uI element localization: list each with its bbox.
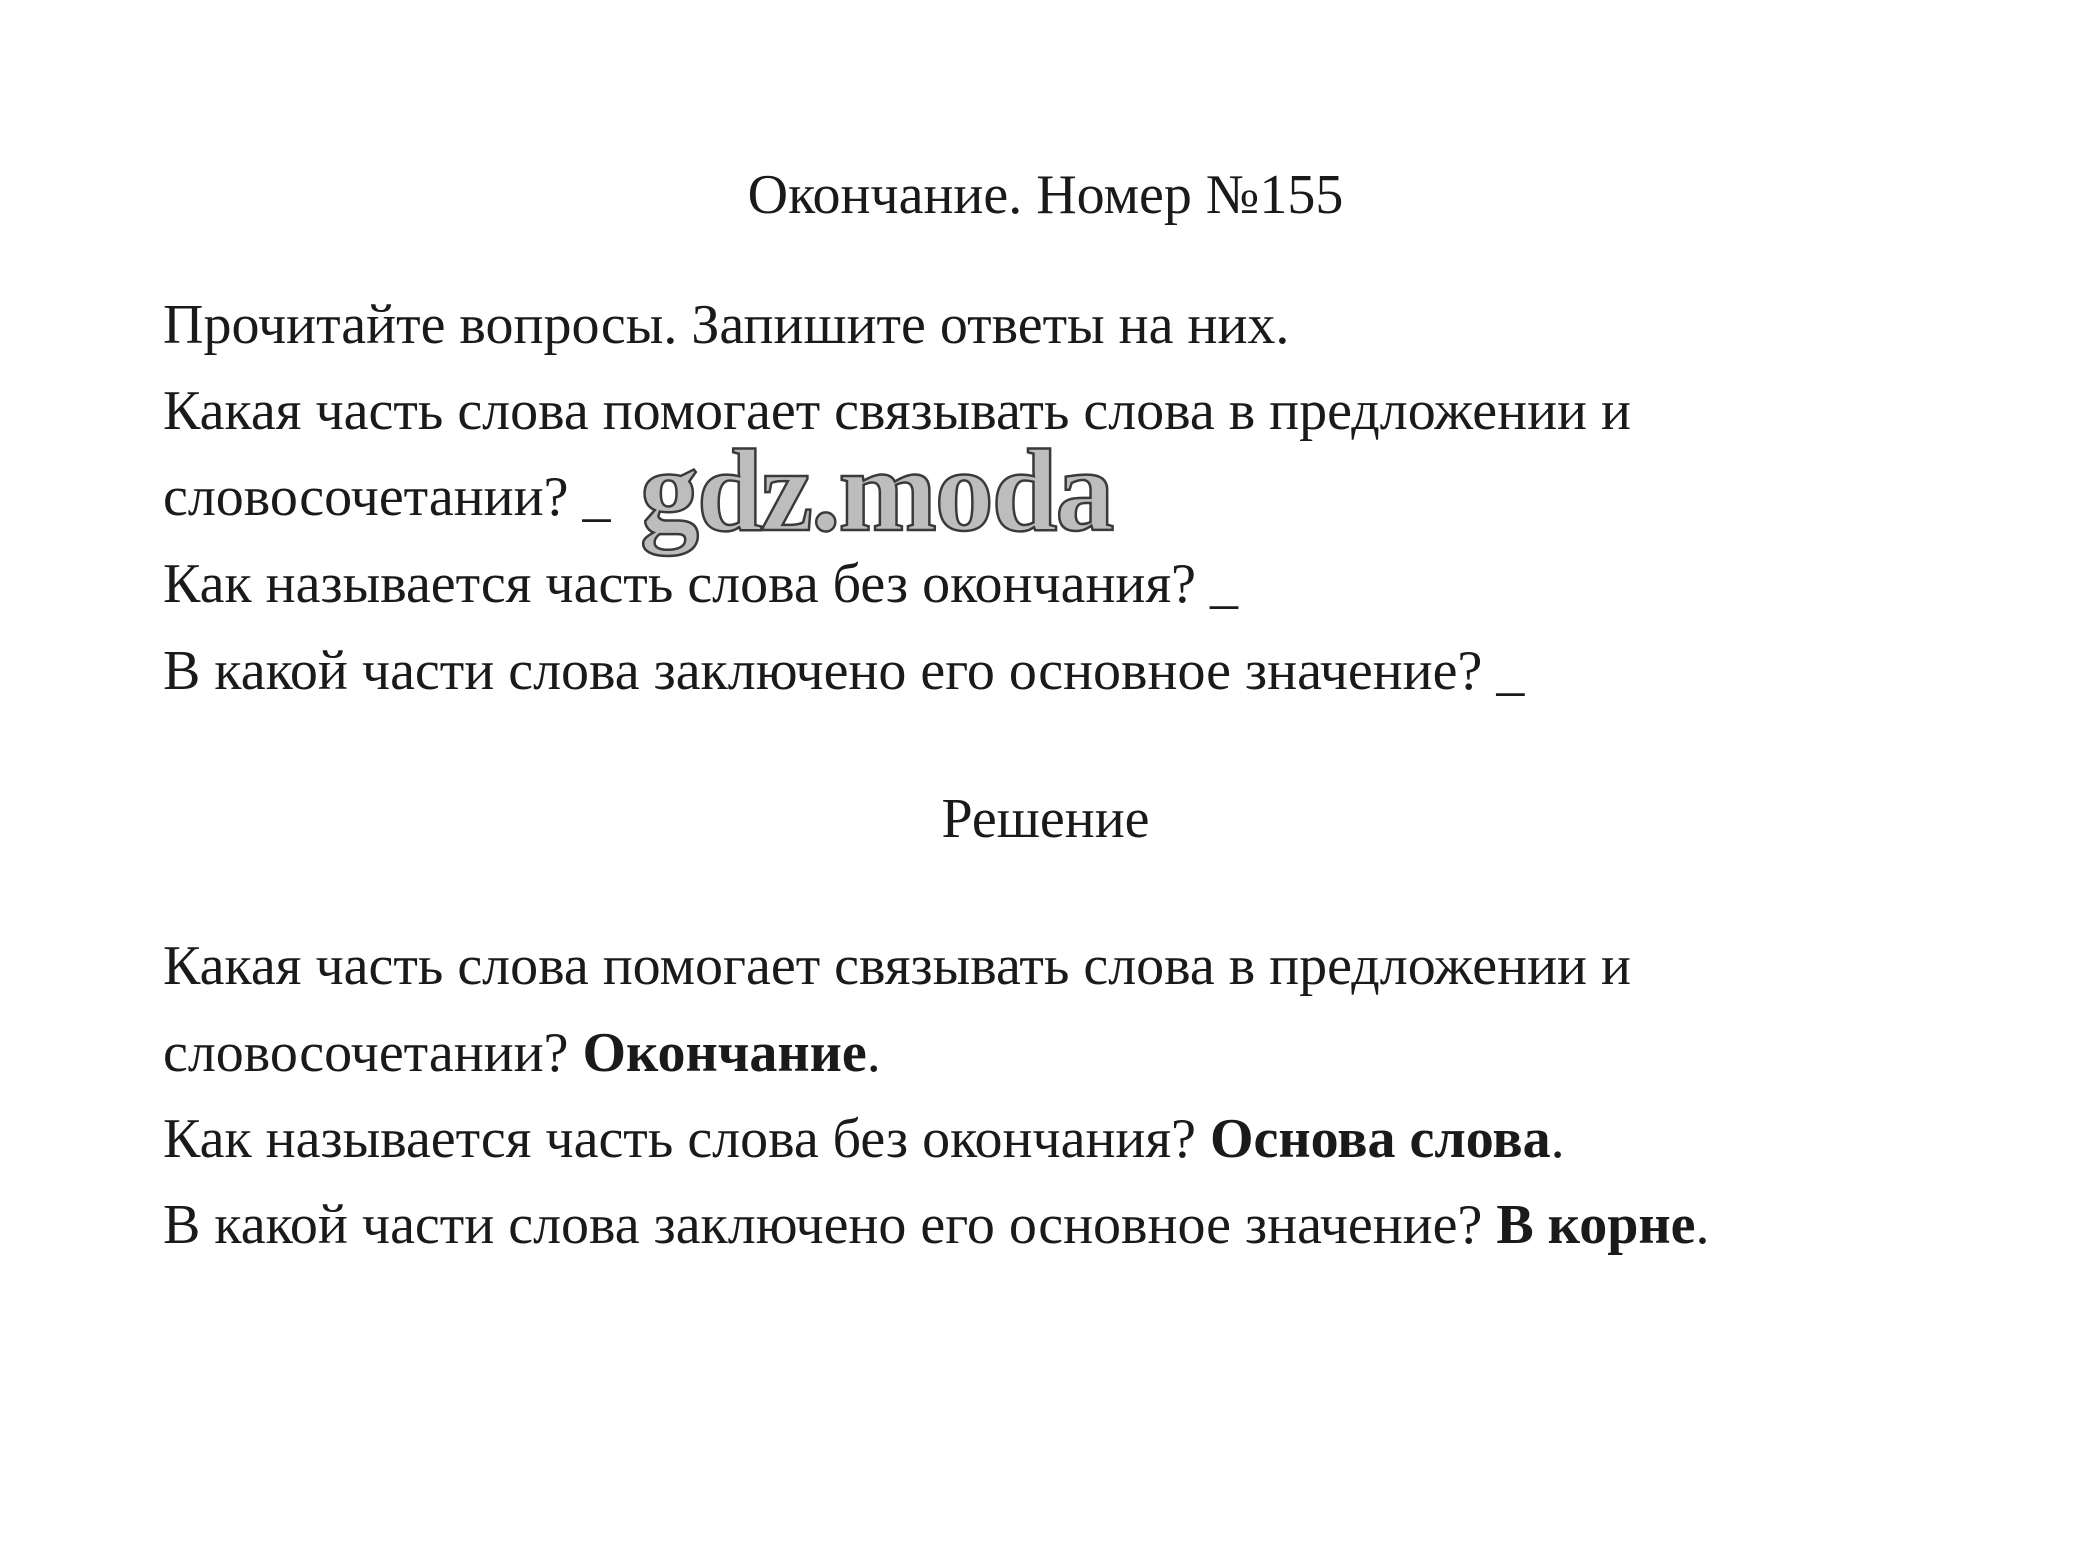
watermark-logo — [640, 430, 1240, 570]
solution-question-1-prefix: словосочетании? — [163, 1022, 583, 1084]
solution-answer-1-period: . — [866, 1022, 881, 1084]
solution-answer-2-period: . — [1550, 1108, 1565, 1170]
task-question-1-line-2: словосочетании? _ — [163, 466, 611, 528]
solution-question-1-line-2 — [163, 1018, 881, 1088]
solution-question-2 — [163, 1104, 1565, 1174]
task-instruction: Прочитайте вопросы. Запишите ответы на них. — [163, 294, 1290, 356]
task-question-1-line-1: Какая часть слова помогает связывать слова в предложении и — [163, 380, 1631, 442]
solution-question-1-line-1: Какая часть слова помогает связывать слова в предложении и — [163, 935, 1631, 997]
task-question-3: В какой части слова заключено его основное значение? _ — [163, 640, 1525, 702]
solution-question-3 — [163, 1190, 1710, 1260]
solution-question-2-prefix: Как называется часть слова без окончания? — [163, 1108, 1210, 1170]
page-title: Окончание. Номер №155 — [747, 164, 1344, 226]
task-question-2: Как называется часть слова без окончания? _ — [163, 553, 1238, 615]
solution-answer-1: Окончание — [582, 1022, 867, 1084]
watermark-text: gdz.moda — [640, 430, 1113, 556]
solution-answer-3-period: . — [1695, 1194, 1710, 1256]
solution-question-3-prefix: В какой части слова заключено его основное значение? — [163, 1194, 1497, 1256]
solution-answer-2: Основа слова — [1210, 1108, 1551, 1170]
solution-answer-3: В корне — [1496, 1194, 1696, 1256]
solution-title: Решение — [941, 788, 1150, 850]
